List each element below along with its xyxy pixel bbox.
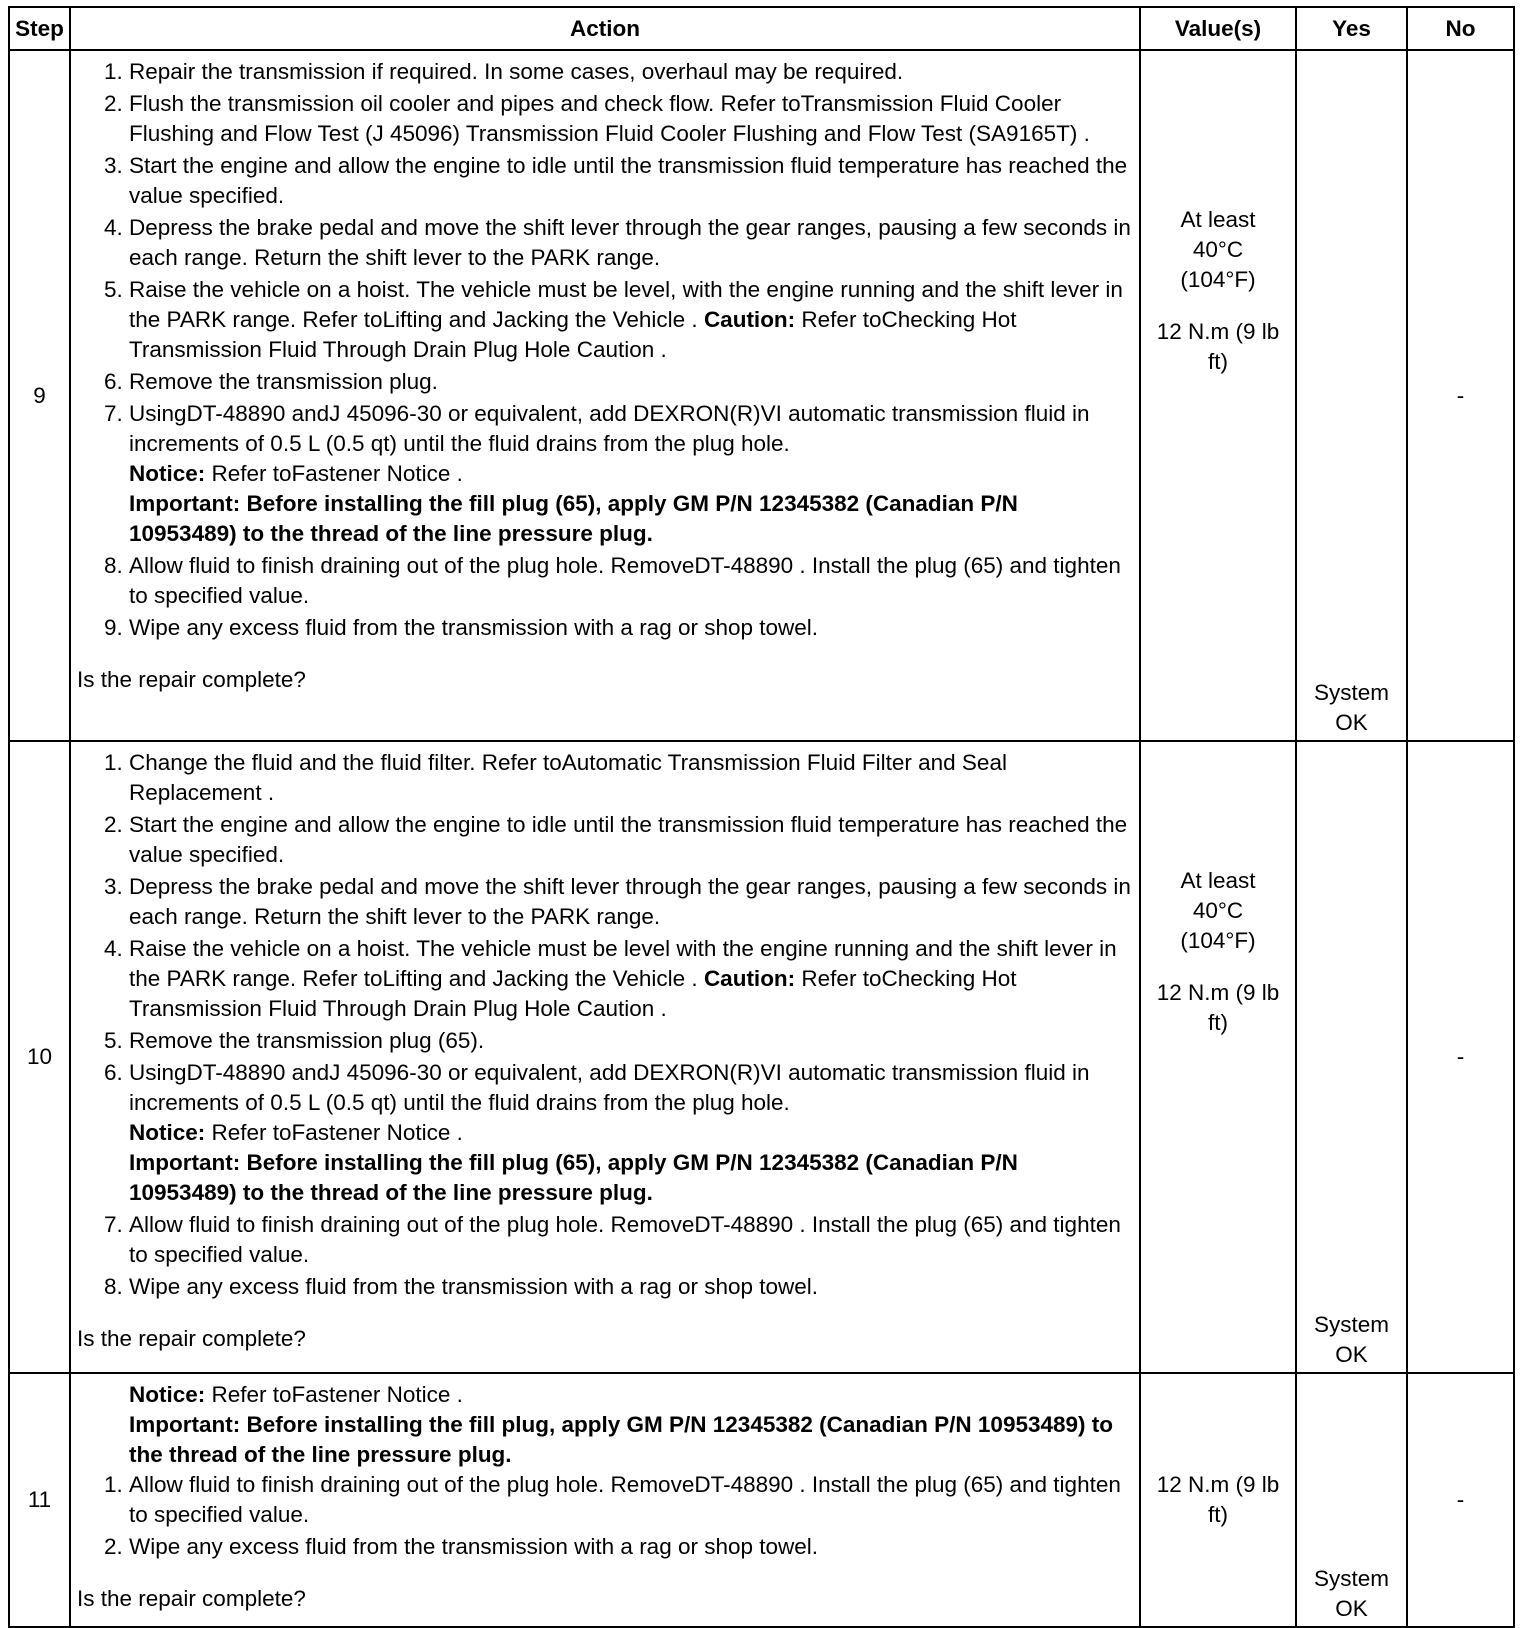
action-list	[77, 1470, 1131, 1562]
values-cell	[1140, 1373, 1296, 1627]
notice-line	[129, 459, 1131, 489]
action-cell	[70, 50, 1140, 741]
important-line	[129, 1148, 1131, 1208]
repair-question: Is the repair complete?	[77, 667, 306, 692]
list-item	[129, 1058, 1131, 1208]
step-number: 10	[9, 741, 70, 1373]
notice-text: Refer toFastener Notice .	[205, 1382, 463, 1407]
item-text: Raise the vehicle on a hoist. The vehicle must be level, with the engine running and the shift lever in the PARK range. Refer toLifting and Jacking the Vehicle .	[129, 277, 1123, 332]
yes-result: OK	[1335, 1342, 1368, 1367]
table-row	[9, 50, 1514, 741]
important-label: Important:	[129, 1150, 241, 1175]
header-no: No	[1407, 7, 1514, 50]
list-item: 4. Depress the brake pedal and move the shift lever through the gear ranges, pausing a few seconds in each range. Return the shift lever to the PARK range.	[129, 213, 1131, 273]
notice-text: Refer toFastener Notice .	[205, 1120, 463, 1145]
list-item: 5. Remove the transmission plug (65).	[129, 1026, 1131, 1056]
yes-cell	[1296, 1373, 1407, 1627]
no-cell: -	[1407, 1373, 1514, 1627]
notice-line	[129, 1380, 1131, 1410]
yes-result: System	[1313, 1566, 1389, 1591]
pre-notes	[77, 1380, 1131, 1470]
list-item: 3. Depress the brake pedal and move the shift lever through the gear ranges, pausing a few seconds in each range. Return the shift lever to the PARK range.	[129, 872, 1131, 932]
notice-text: Refer toFastener Notice .	[205, 461, 463, 486]
list-item: 9. Wipe any excess fluid from the transmission with a rag or shop towel.	[129, 613, 1131, 643]
list-item: 8. Allow fluid to finish draining out of the plug hole. RemoveDT-48890 . Install the plug (65) and tighten to specified value.	[129, 551, 1131, 611]
temp-value: 40°C	[1192, 898, 1244, 923]
important-text: Before installing the fill plug (65), apply GM P/N 12345382 (Canadian P/N 10953489) to the thread of the line pressure plug.	[129, 491, 1018, 546]
caution-text: Refer toChecking Hot Transmission Fluid Through Drain Plug Hole Caution .	[129, 966, 1017, 1021]
notice-label: Notice:	[129, 1382, 206, 1407]
temp-value: At least	[1180, 206, 1256, 232]
temp-value: At least	[1180, 868, 1256, 893]
torque-value: 12 N.m (9 lb	[1156, 1472, 1280, 1497]
notice-line	[129, 1118, 1131, 1148]
table-row	[9, 741, 1514, 1373]
yes-result: System	[1313, 680, 1389, 705]
header-values: Value(s)	[1140, 7, 1296, 50]
step-number: 9	[9, 50, 70, 741]
no-cell: -	[1407, 741, 1514, 1373]
action-cell	[70, 741, 1140, 1373]
item-text: UsingDT-48890 andJ 45096-30 or equivalent, add DEXRON(R)VI automatic transmission fluid in increments of 0.5 L (0.5 qt) until the fluid drains from the plug hole.	[129, 1060, 1090, 1115]
caution-label: Caution:	[703, 307, 796, 332]
yes-result: OK	[1335, 1596, 1368, 1621]
notice-label: Notice:	[129, 461, 206, 486]
yes-cell	[1296, 741, 1407, 1373]
header-step: Step	[9, 7, 70, 50]
list-item: 8. Wipe any excess fluid from the transmission with a rag or shop towel.	[129, 1272, 1131, 1302]
yes-result: OK	[1335, 710, 1368, 735]
torque-value: 12 N.m (9 lb	[1156, 318, 1280, 344]
list-item	[129, 934, 1131, 1024]
list-item: 3. Start the engine and allow the engine to idle until the transmission fluid temperature has reached the value specified.	[129, 151, 1131, 211]
repair-question: Is the repair complete?	[77, 1586, 306, 1611]
important-line	[129, 489, 1131, 549]
yes-result: System	[1313, 1312, 1389, 1337]
caution-label: Caution:	[703, 966, 796, 991]
torque-value: ft)	[1208, 1502, 1228, 1527]
torque-value: 12 N.m (9 lb	[1156, 980, 1280, 1005]
no-cell: -	[1407, 50, 1514, 741]
action-list	[77, 57, 1131, 643]
step-number: 11	[9, 1373, 70, 1627]
values-cell	[1140, 741, 1296, 1373]
important-text: Before installing the fill plug (65), apply GM P/N 12345382 (Canadian P/N 10953489) to the thread of the line pressure plug.	[129, 1150, 1018, 1205]
list-item: 1. Allow fluid to finish draining out of the plug hole. RemoveDT-48890 . Install the plug (65) and tighten to specified value.	[129, 1470, 1131, 1530]
item-text: Raise the vehicle on a hoist. The vehicle must be level with the engine running and the shift lever in the PARK range. Refer toLifting and Jacking the Vehicle .	[129, 936, 1117, 991]
temp-value: (104°F)	[1180, 928, 1256, 953]
header-yes: Yes	[1296, 7, 1407, 50]
torque-value: ft)	[1208, 1010, 1228, 1035]
action-list	[77, 748, 1131, 1302]
table-row	[9, 1373, 1514, 1627]
list-item: 1. Change the fluid and the fluid filter. Refer toAutomatic Transmission Fluid Filter and Seal Replacement .	[129, 748, 1131, 808]
torque-value: ft)	[1208, 348, 1228, 374]
list-item: 2. Flush the transmission oil cooler and pipes and check flow. Refer toTransmission Fluid Cooler Flushing and Flow Test (J 45096) Transmission Fluid Cooler Flushing and Flow Test (SA9165T) .	[129, 89, 1131, 149]
yes-cell	[1296, 50, 1407, 741]
caution-text: Refer toChecking Hot Transmission Fluid Through Drain Plug Hole Caution .	[129, 307, 1017, 362]
list-item: 7. Allow fluid to finish draining out of the plug hole. RemoveDT-48890 . Install the plug (65) and tighten to specified value.	[129, 1210, 1131, 1270]
list-item: 6. Remove the transmission plug.	[129, 367, 1131, 397]
important-line	[129, 1410, 1131, 1470]
header-action: Action	[70, 7, 1140, 50]
list-item	[129, 399, 1131, 549]
action-cell	[70, 1373, 1140, 1627]
list-item: 2. Start the engine and allow the engine to idle until the transmission fluid temperature has reached the value specified.	[129, 810, 1131, 870]
list-item: 2. Wipe any excess fluid from the transmission with a rag or shop towel.	[129, 1532, 1131, 1562]
values-cell	[1140, 50, 1296, 741]
item-text: UsingDT-48890 andJ 45096-30 or equivalent, add DEXRON(R)VI automatic transmission fluid in increments of 0.5 L (0.5 qt) until the fluid drains from the plug hole.	[129, 401, 1090, 456]
header-row	[9, 7, 1514, 50]
important-label: Important:	[129, 491, 241, 516]
list-item: 1. Repair the transmission if required. In some cases, overhaul may be required.	[129, 57, 1131, 87]
diagnostic-table	[8, 6, 1515, 1628]
important-text: Before installing the fill plug, apply GM P/N 12345382 (Canadian P/N 10953489) to the thread of the line pressure plug.	[129, 1412, 1114, 1467]
temp-value: (104°F)	[1180, 266, 1256, 292]
list-item	[129, 275, 1131, 365]
temp-value: 40°C	[1192, 236, 1244, 262]
notice-label: Notice:	[129, 1120, 206, 1145]
important-label: Important:	[129, 1412, 241, 1437]
repair-question: Is the repair complete?	[77, 1326, 306, 1351]
